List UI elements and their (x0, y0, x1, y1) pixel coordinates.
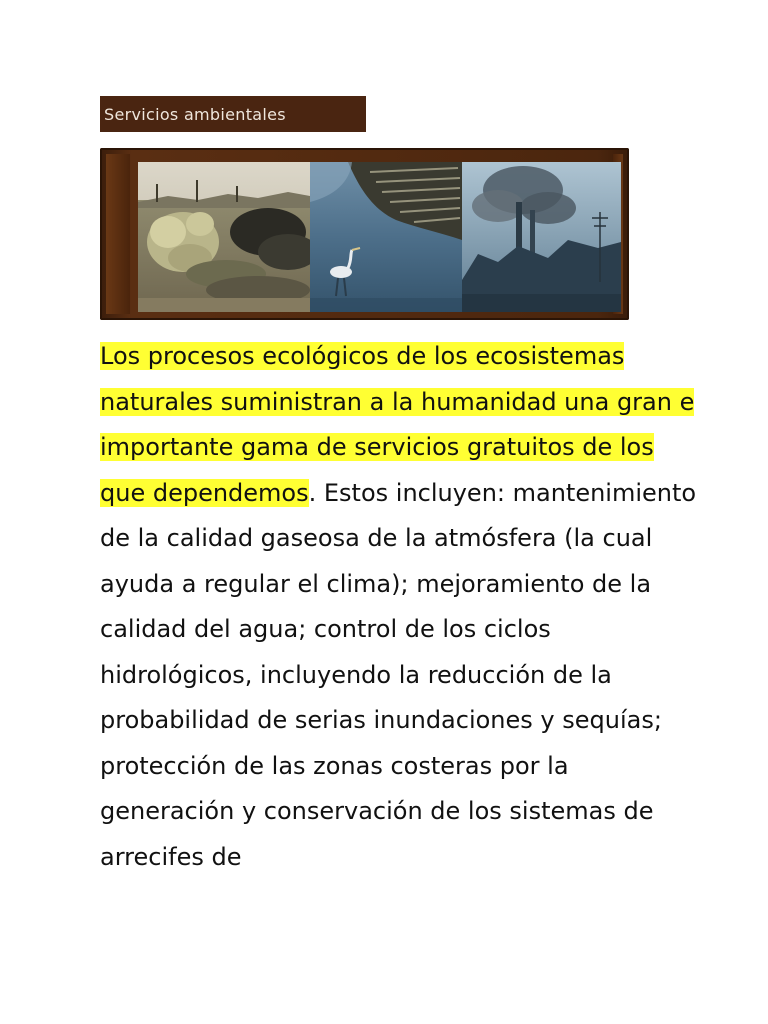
desert-cactus-photo (138, 162, 318, 312)
paragraph-text: . Estos incluyen: mantenimiento de la calidad gaseosa de la atmósfera (la cual ayuda a regular el clima); mejoramiento de la calidad del agua; control de los ciclos hidrológicos, incluyendo la reducción de la probabilidad de serias inundaciones y sequías; protección de las zonas costeras por la generación y conservación de los sistemas de arrecifes de (100, 478, 697, 871)
industrial-smog-photo (462, 162, 621, 312)
section-title-banner (100, 96, 366, 132)
photo-collage (138, 162, 621, 312)
wetland-heron-photo (310, 162, 462, 312)
highlighted-text: Los procesos ecológicos de los ecosistemas naturales suministran a la humanidad una gran e importante gama de servicios gratuitos de los que dependemos (100, 342, 695, 507)
body-paragraph (100, 334, 700, 880)
photo-banner (100, 148, 629, 320)
frame-left-edge (106, 154, 130, 314)
section-title: Servicios ambientales (104, 105, 286, 124)
